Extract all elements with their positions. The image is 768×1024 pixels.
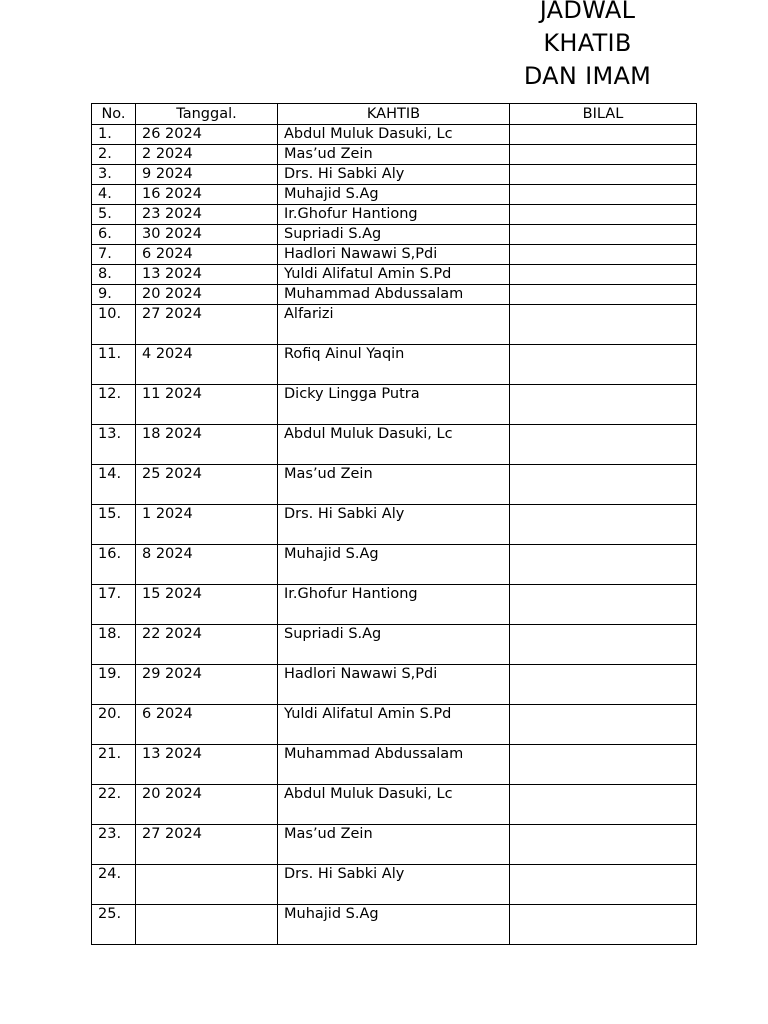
header-bilal: BILAL xyxy=(510,104,697,125)
cell-bilal xyxy=(510,145,697,165)
table-row xyxy=(92,905,697,945)
cell-khatib: Muhammad Abdussalam xyxy=(278,745,510,785)
cell-date: 2 2024 xyxy=(136,145,278,165)
cell-bilal xyxy=(510,305,697,345)
cell-khatib: Yuldi Alifatul Amin S.Pd xyxy=(278,265,510,285)
cell-no: 13. xyxy=(92,425,136,465)
title-line: JADWAL xyxy=(539,0,636,24)
cell-khatib: Muhajid S.Ag xyxy=(278,545,510,585)
cell-khatib: Muhajid S.Ag xyxy=(278,185,510,205)
cell-date xyxy=(136,905,278,945)
cell-bilal xyxy=(510,245,697,265)
cell-bilal xyxy=(510,185,697,205)
cell-bilal xyxy=(510,825,697,865)
table-row xyxy=(92,345,697,385)
cell-bilal xyxy=(510,545,697,585)
cell-bilal xyxy=(510,905,697,945)
cell-no: 2. xyxy=(92,145,136,165)
cell-khatib: Alfarizi xyxy=(278,305,510,345)
table-row xyxy=(92,205,697,225)
cell-khatib: Mas’ud Zein xyxy=(278,825,510,865)
cell-date: 27 2024 xyxy=(136,305,278,345)
cell-no: 6. xyxy=(92,225,136,245)
table-row xyxy=(92,625,697,665)
table-row xyxy=(92,505,697,545)
cell-khatib: Yuldi Alifatul Amin S.Pd xyxy=(278,705,510,745)
schedule-table xyxy=(91,103,697,945)
cell-no: 19. xyxy=(92,665,136,705)
cell-date: 27 2024 xyxy=(136,825,278,865)
cell-no: 15. xyxy=(92,505,136,545)
cell-no: 21. xyxy=(92,745,136,785)
table-row xyxy=(92,705,697,745)
cell-no: 24. xyxy=(92,865,136,905)
cell-no: 17. xyxy=(92,585,136,625)
cell-date: 26 2024 xyxy=(136,125,278,145)
cell-no: 5. xyxy=(92,205,136,225)
cell-khatib: Drs. Hi Sabki Aly xyxy=(278,165,510,185)
table-row xyxy=(92,785,697,825)
table-header-row xyxy=(92,104,697,125)
cell-no: 11. xyxy=(92,345,136,385)
cell-no: 9. xyxy=(92,285,136,305)
cell-no: 7. xyxy=(92,245,136,265)
title-line: DAN IMAM xyxy=(523,62,652,90)
cell-date: 16 2024 xyxy=(136,185,278,205)
table-row xyxy=(92,165,697,185)
cell-khatib: Muhammad Abdussalam xyxy=(278,285,510,305)
cell-date: 15 2024 xyxy=(136,585,278,625)
cell-bilal xyxy=(510,665,697,705)
table-row xyxy=(92,865,697,905)
cell-no: 10. xyxy=(92,305,136,345)
table-row xyxy=(92,145,697,165)
table-row xyxy=(92,245,697,265)
cell-khatib: Mas’ud Zein xyxy=(278,145,510,165)
cell-no: 25. xyxy=(92,905,136,945)
cell-bilal xyxy=(510,205,697,225)
table-row xyxy=(92,665,697,705)
cell-khatib: Drs. Hi Sabki Aly xyxy=(278,865,510,905)
cell-date: 13 2024 xyxy=(136,745,278,785)
cell-bilal xyxy=(510,625,697,665)
table-row xyxy=(92,225,697,245)
cell-bilal xyxy=(510,865,697,905)
cell-khatib: Hadlori Nawawi S,Pdi xyxy=(278,245,510,265)
table-row xyxy=(92,285,697,305)
cell-bilal xyxy=(510,225,697,245)
cell-khatib: Abdul Muluk Dasuki, Lc xyxy=(278,785,510,825)
cell-no: 20. xyxy=(92,705,136,745)
cell-bilal xyxy=(510,125,697,145)
title-line: KHATIB xyxy=(543,29,632,57)
cell-date: 29 2024 xyxy=(136,665,278,705)
cell-bilal xyxy=(510,785,697,825)
cell-khatib: Dicky Lingga Putra xyxy=(278,385,510,425)
table-row xyxy=(92,745,697,785)
table-row xyxy=(92,425,697,465)
schedule-body xyxy=(92,125,697,945)
cell-no: 14. xyxy=(92,465,136,505)
cell-no: 16. xyxy=(92,545,136,585)
cell-bilal xyxy=(510,745,697,785)
cell-bilal xyxy=(510,265,697,285)
cell-date: 1 2024 xyxy=(136,505,278,545)
cell-date: 11 2024 xyxy=(136,385,278,425)
table-row xyxy=(92,305,697,345)
cell-khatib: Ir.Ghofur Hantiong xyxy=(278,585,510,625)
cell-no: 8. xyxy=(92,265,136,285)
cell-date: 6 2024 xyxy=(136,245,278,265)
cell-no: 1. xyxy=(92,125,136,145)
cell-no: 12. xyxy=(92,385,136,425)
cell-bilal xyxy=(510,585,697,625)
table-row xyxy=(92,385,697,425)
cell-bilal xyxy=(510,505,697,545)
cell-no: 22. xyxy=(92,785,136,825)
cell-date: 8 2024 xyxy=(136,545,278,585)
table-row xyxy=(92,545,697,585)
cell-date: 20 2024 xyxy=(136,285,278,305)
cell-date: 23 2024 xyxy=(136,205,278,225)
cell-khatib: Muhajid S.Ag xyxy=(278,905,510,945)
cell-bilal xyxy=(510,385,697,425)
table-row xyxy=(92,265,697,285)
cell-date: 25 2024 xyxy=(136,465,278,505)
cell-date: 30 2024 xyxy=(136,225,278,245)
table-row xyxy=(92,125,697,145)
cell-bilal xyxy=(510,425,697,465)
cell-no: 3. xyxy=(92,165,136,185)
cell-khatib: Hadlori Nawawi S,Pdi xyxy=(278,665,510,705)
cell-khatib: Supriadi S.Ag xyxy=(278,225,510,245)
table-row xyxy=(92,825,697,865)
header-date: Tanggal. xyxy=(136,104,278,125)
cell-date: 4 2024 xyxy=(136,345,278,385)
header-no: No. xyxy=(92,104,136,125)
cell-no: 18. xyxy=(92,625,136,665)
cell-date: 20 2024 xyxy=(136,785,278,825)
cell-khatib: Rofiq Ainul Yaqin xyxy=(278,345,510,385)
cell-khatib: Drs. Hi Sabki Aly xyxy=(278,505,510,545)
table-row xyxy=(92,585,697,625)
cell-khatib: Supriadi S.Ag xyxy=(278,625,510,665)
cell-date: 22 2024 xyxy=(136,625,278,665)
document-title xyxy=(500,0,675,93)
cell-khatib: Abdul Muluk Dasuki, Lc xyxy=(278,125,510,145)
table-row xyxy=(92,465,697,505)
cell-bilal xyxy=(510,465,697,505)
cell-date: 9 2024 xyxy=(136,165,278,185)
cell-bilal xyxy=(510,165,697,185)
cell-no: 23. xyxy=(92,825,136,865)
cell-khatib: Ir.Ghofur Hantiong xyxy=(278,205,510,225)
cell-bilal xyxy=(510,345,697,385)
header-khatib: KAHTIB xyxy=(278,104,510,125)
cell-bilal xyxy=(510,285,697,305)
cell-date: 13 2024 xyxy=(136,265,278,285)
cell-date xyxy=(136,865,278,905)
cell-khatib: Mas’ud Zein xyxy=(278,465,510,505)
cell-khatib: Abdul Muluk Dasuki, Lc xyxy=(278,425,510,465)
cell-date: 18 2024 xyxy=(136,425,278,465)
cell-date: 6 2024 xyxy=(136,705,278,745)
cell-bilal xyxy=(510,705,697,745)
cell-no: 4. xyxy=(92,185,136,205)
table-row xyxy=(92,185,697,205)
